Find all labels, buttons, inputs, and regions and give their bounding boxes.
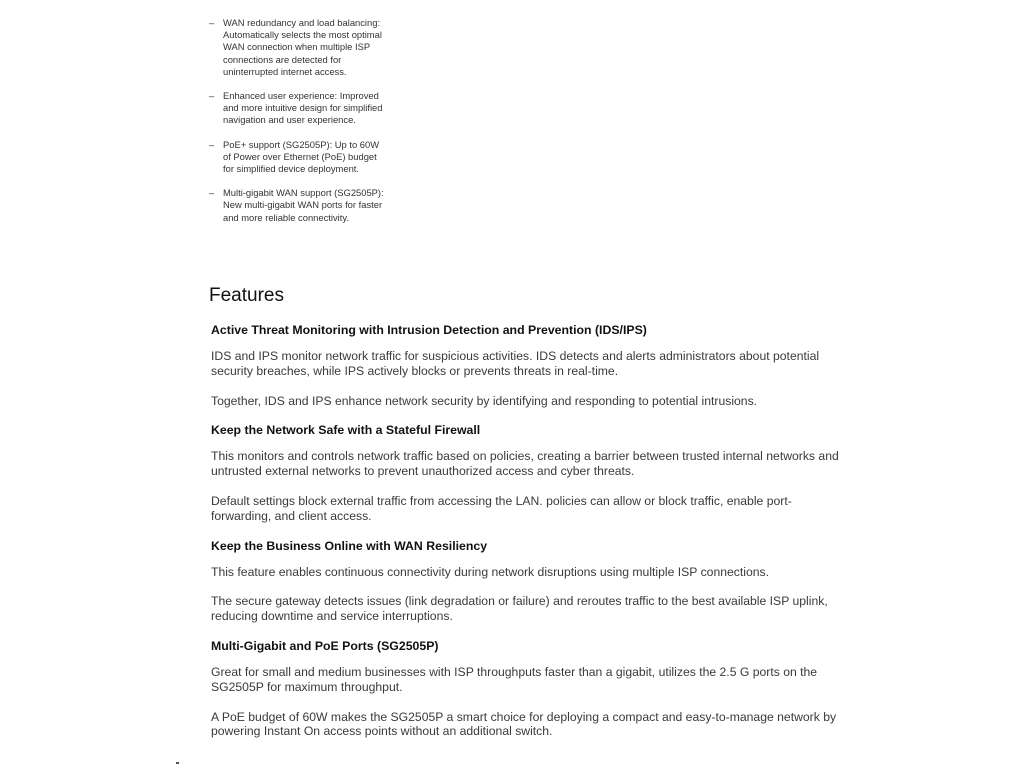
features-title: Features (209, 285, 284, 306)
section-heading: Keep the Business Online with WAN Resiliency (211, 538, 488, 553)
section-paragraph: Default settings block external traffic from accessing the LAN. policies can allow or block traffic, enable port-forwarding, and client access. (211, 493, 792, 523)
bullet-text: Enhanced user experience: Improved and more intuitive design for simplified navigation and user experience. (223, 90, 383, 126)
bullet-item-poe-support (209, 139, 389, 176)
bullet-item-wan-redundancy (209, 17, 389, 78)
bullet-text: PoE+ support (SG2505P): Up to 60W of Power over Ethernet (PoE) budget for simplified device deployment. (223, 138, 380, 175)
section-heading: Multi-Gigabit and PoE Ports (SG2505P) (211, 638, 439, 653)
feature-multigigabit-poe (211, 638, 849, 739)
section-paragraph: Great for small and medium businesses with ISP throughputs faster than a gigabit, utilizes the 2.5 G ports on the SG2505P for maximum throughput. (211, 664, 818, 694)
bullet-item-multigigabit-wan (209, 187, 389, 224)
bullet-dash: – (209, 90, 215, 102)
section-paragraph: IDS and IPS monitor network traffic for suspicious activities. IDS detects and alerts administrators about potential security breaches, while IPS actively blocks or prevents threats in real-time. (211, 349, 820, 378)
section-heading: Keep the Network Safe with a Stateful Firewall (211, 423, 481, 438)
section-paragraph: A PoE budget of 60W makes the SG2505P a smart choice for deploying a compact and easy-to-manage network by powering Instant On access points without an additional switch. (211, 709, 837, 739)
feature-ids-ips (211, 322, 849, 408)
bullet-item-user-experience (209, 90, 389, 127)
bullet-dash: – (209, 138, 215, 150)
section-heading: Active Threat Monitoring with Intrusion Detection and Prevention (IDS/IPS) (211, 323, 647, 337)
page-mark (176, 762, 179, 764)
bullet-dash: – (209, 187, 215, 199)
section-paragraph: This monitors and controls network traffic based on policies, creating a barrier between trusted internal networks and untrusted external networks to prevent unauthorized access and cyber threats. (211, 449, 839, 479)
bullet-dash: – (209, 17, 215, 28)
features-section (209, 284, 849, 739)
feature-bullet-list (209, 17, 389, 236)
feature-stateful-firewall (211, 422, 849, 523)
section-paragraph: This feature enables continuous connectivity during network disruptions using multiple ISP connections. (211, 564, 770, 579)
section-paragraph: Together, IDS and IPS enhance network security by identifying and responding to potential intrusions. (211, 393, 758, 408)
bullet-text: Multi-gigabit WAN support (SG2505P): New multi-gigabit WAN ports for faster and more reliable connectivity. (223, 187, 384, 223)
bullet-text: WAN redundancy and load balancing: Automatically selects the most optimal WAN connection when multiple ISP connections are detected for uninterrupted internet access. (223, 17, 382, 77)
section-paragraph: The secure gateway detects issues (link degradation or failure) and reroutes traffic to the best available ISP uplink, reducing downtime and service interruptions. (211, 594, 828, 624)
feature-wan-resiliency (211, 538, 849, 624)
